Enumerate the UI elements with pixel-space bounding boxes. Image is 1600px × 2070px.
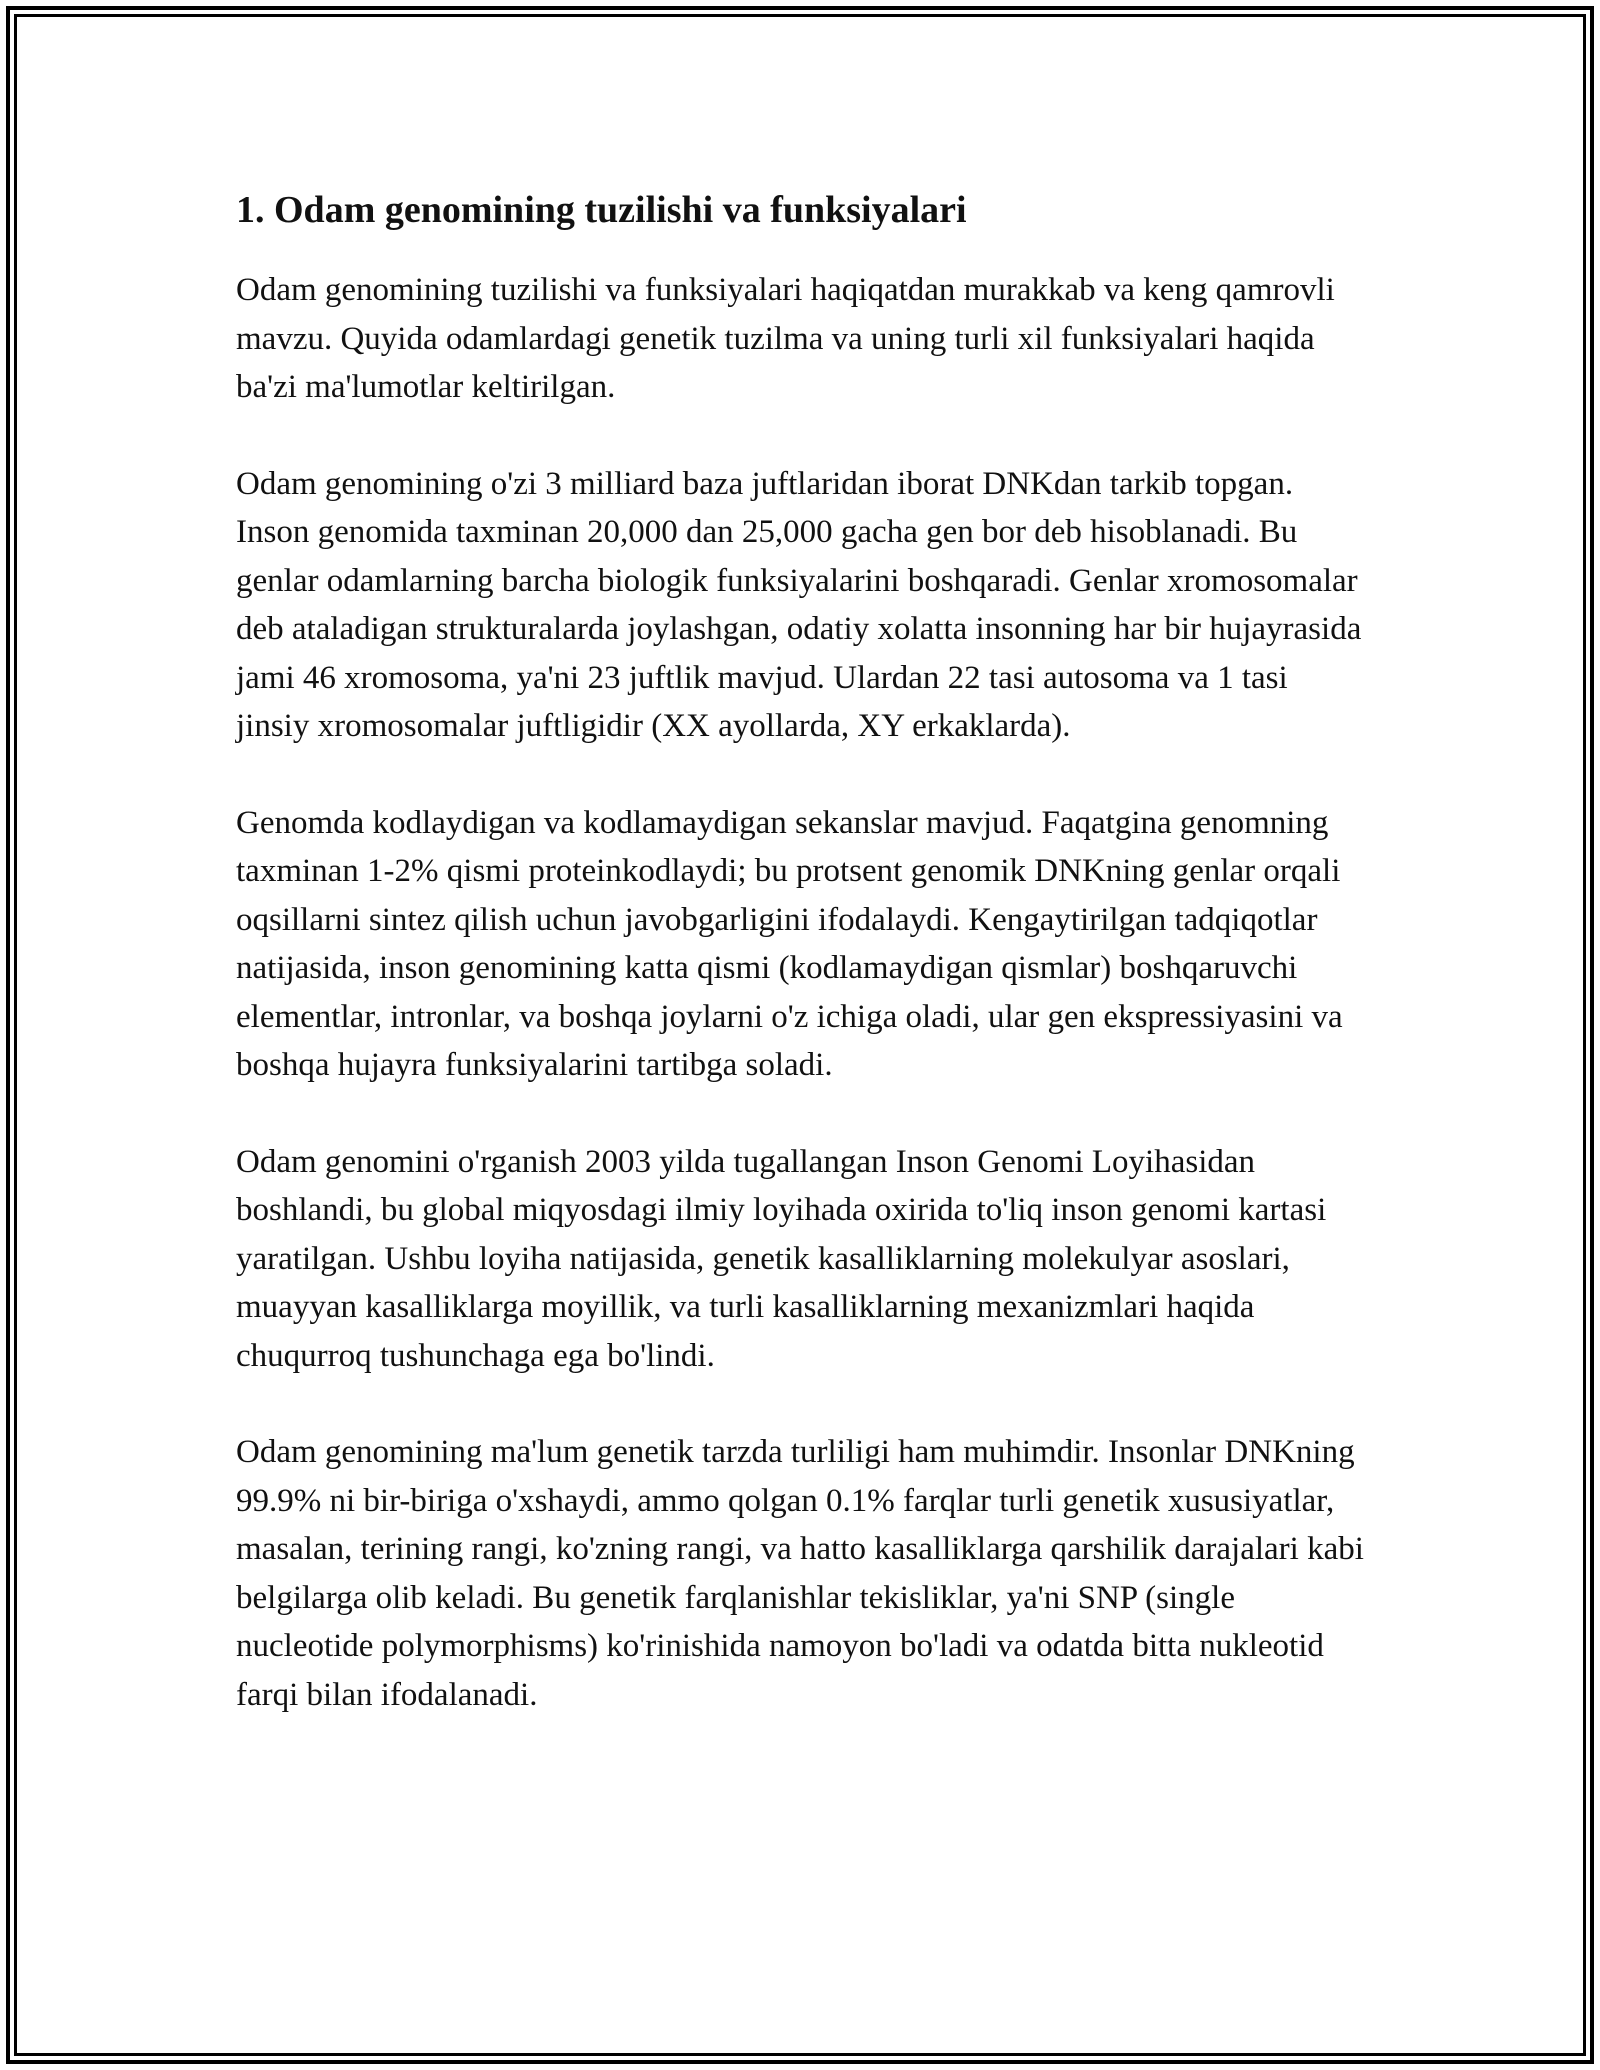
paragraph-genome-structure: Odam genomining o'zi 3 milliard baza juftlaridan iborat DNKdan tarkib topgan. Inson genomida taxminan 20,000 dan 25,000 gacha gen bor deb hisoblanadi. Bu genlar odamlarning barcha biologik funksiyalarini boshqaradi. Genlar xromosomalar deb ataladigan strukturalarda joylashgan, odatiy xolatta insonning har bir hujayrasida jami 46 xromosoma, ya'ni 23 juftlik mavjud. Ulardan 22 tasi autosoma va 1 tasi jinsiy xromosomalar juftligidir (XX ayollarda, XY erkaklarda). (236, 465, 1362, 744)
section-heading: 1. Odam genomining tuzilishi va funksiyalari (236, 189, 967, 231)
paragraph-intro: Odam genomining tuzilishi va funksiyalari haqiqatdan murakkab va keng qamrovli mavzu. Quyida odamlardagi genetik tuzilma va uning turli xil funksiyalari haqida ba'zi ma'lumotlar keltirilgan. (236, 272, 1335, 405)
document-body (236, 186, 1366, 1719)
paragraph-coding-sequences: Genomda kodlaydigan va kodlamaydigan sekanslar mavjud. Faqatgina genomning taxminan 1-2% qismi proteinkodlaydi; bu protsent genomik DNKning genlar orqali oqsillarni sintez qilish uchun javobgarligini ifodalaydi. Kengaytirilgan tadqiqotlar natijasida, inson genomining katta qismi (kodlamaydigan qismlar) boshqaruvchi elementlar, intronlar, va boshqa joylarni o'z ichiga oladi, ular gen ekspressiyasini va boshqa hujayra funksiyalarini tartibga soladi. (236, 804, 1343, 1083)
paragraph-genetic-variation: Odam genomining ma'lum genetik tarzda turliligi ham muhimdir. Insonlar DNKning 99.9% ni bir-biriga o'xshaydi, ammo qolgan 0.1% farqlar turli genetik xususiyatlar, masalan, terining rangi, ko'zning rangi, va hatto kasalliklarga qarshilik darajalari kabi belgilarga olib keladi. Bu genetik farqlanishlar tekisliklar, ya'ni SNP (single nucleotide polymorphisms) ko'rinishida namoyon bo'ladi va odatda bitta nukleotid farqi bilan ifodalanadi. (236, 1434, 1364, 1713)
paragraph-human-genome-project: Odam genomini o'rganish 2003 yilda tugallangan Inson Genomi Loyihasidan boshlandi, bu global miqyosdagi ilmiy loyihada oxirida to'liq inson genomi kartasi yaratilgan. Ushbu loyiha natijasida, genetik kasalliklarning molekulyar asoslari, muayyan kasalliklarga moyillik, va turli kasalliklarning mexanizmlari haqida chuqurroq tushunchaga ega bo'lindi. (236, 1143, 1327, 1374)
